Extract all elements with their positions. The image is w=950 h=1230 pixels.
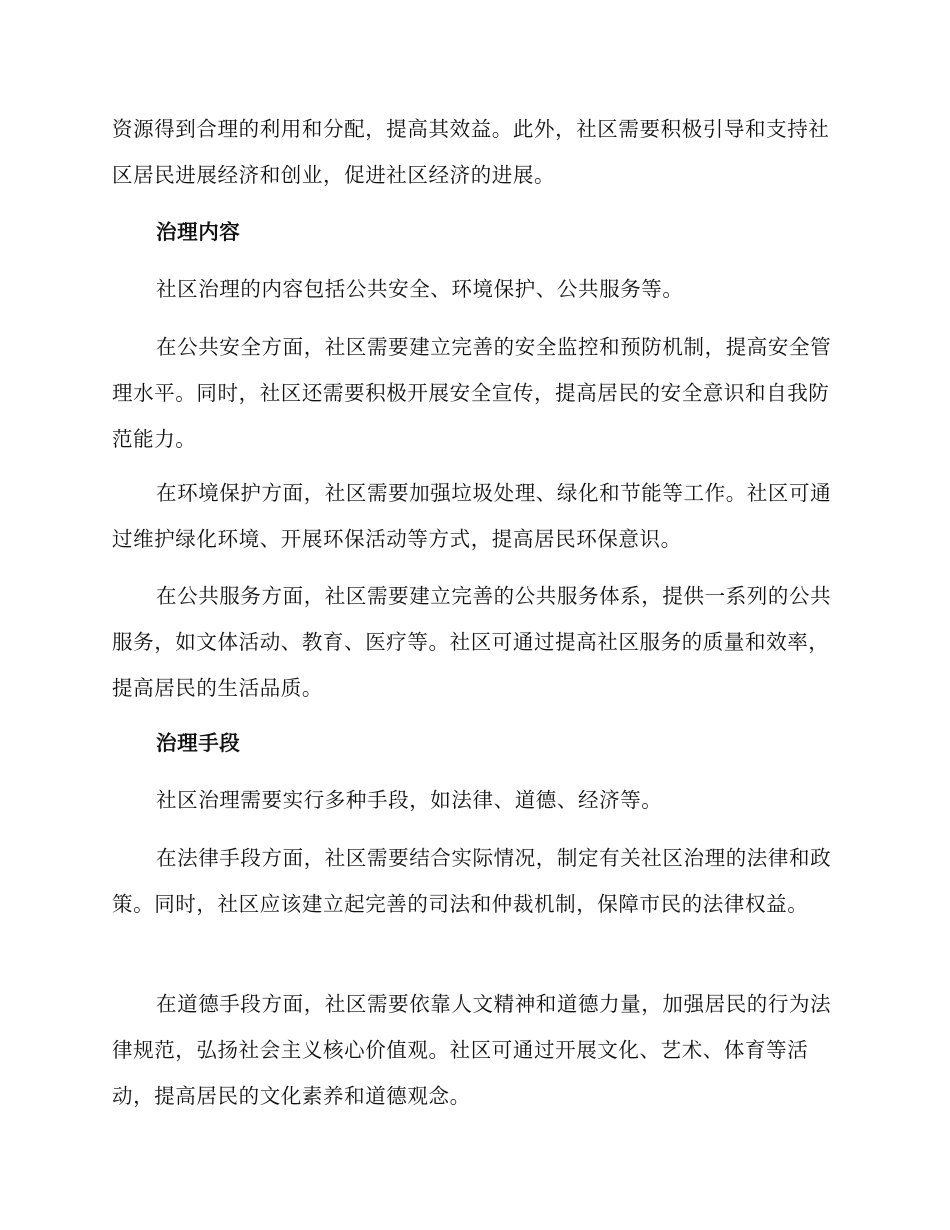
paragraph-continuation: 资源得到合理的利用和分配，提高其效益。此外，社区需要积极引导和支持社区居民进展经济和创业，促进社区经济的进展。	[112, 117, 830, 187]
paragraph-public-safety: 在公共安全方面，社区需要建立完善的安全监控和预防机制，提高安全管理水平。同时，社区还需要积极开展安全宣传，提高居民的安全意识和自我防范能力。	[112, 335, 832, 451]
paragraph-law: 在法律手段方面，社区需要结合实际情况，制定有关社区治理的法律和政策。同时，社区应该建立起完善的司法和仲裁机制，保障市民的法律权益。	[112, 846, 832, 916]
paragraph-means-intro: 社区治理需要实行多种手段，如法律、道德、经济等。	[156, 788, 663, 812]
paragraph-moral: 在道德手段方面，社区需要依靠人文精神和道德力量，加强居民的行为法律规范，弘扬社会主义核心价值观。社区可通过开展文化、艺术、体育等活动，提高居民的文化素养和道德观念。	[112, 992, 832, 1108]
section-heading-means: 治理手段	[156, 731, 241, 755]
section-heading-content: 治理内容	[156, 220, 241, 244]
paragraph-environment: 在环境保护方面，社区需要加强垃圾处理、绿化和节能等工作。社区可通过维护绿化环境、开展环保活动等方式，提高居民环保意识。	[112, 481, 832, 551]
paragraph-content-intro: 社区治理的内容包括公共安全、环境保护、公共服务等。	[156, 277, 684, 301]
paragraph-public-service: 在公共服务方面，社区需要建立完善的公共服务体系，提供一系列的公共服务，如文体活动、教育、医疗等。社区可通过提高社区服务的质量和效率，提高居民的生活品质。	[112, 584, 832, 700]
